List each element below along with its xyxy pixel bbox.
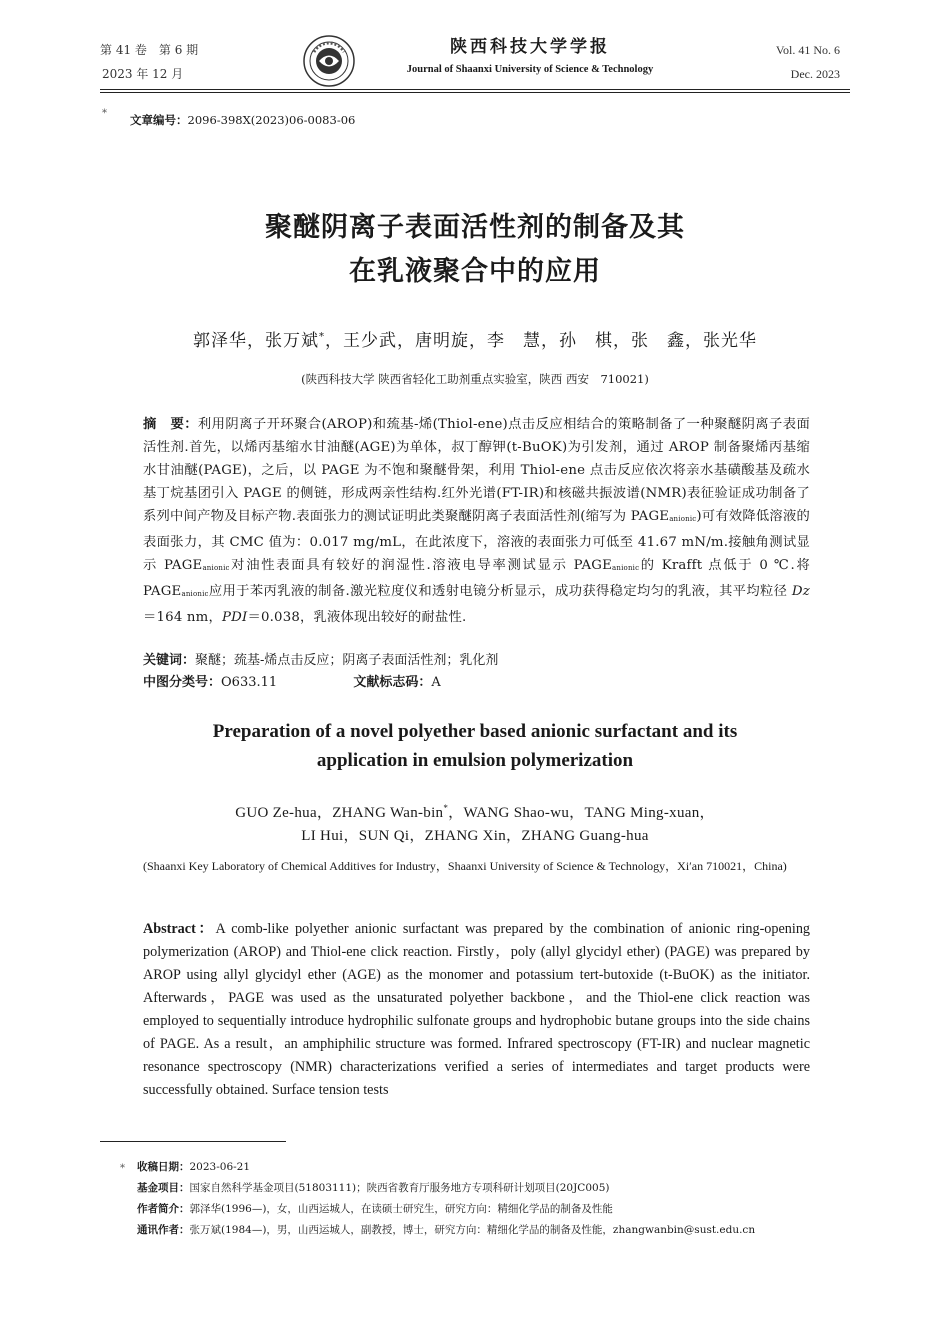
paper-title-en [100, 717, 850, 775]
header-rule-thin [100, 92, 850, 93]
abstract-cn-text-3: 对油性表面具有较好的润湿性.溶液电导率测试显示 PAGE [229, 558, 613, 573]
abstract-cn-pdi: PDI [221, 610, 248, 625]
clc-label: 中图分类号： [143, 675, 222, 690]
abstract-cn-dz: Dz [791, 584, 810, 599]
authors-en-line-2: LI Hui，SUN Qi，ZHANG Xin，ZHANG Guang-hua [301, 828, 649, 844]
abstract-cn-sub-4: anionic [181, 590, 209, 598]
journal-masthead [380, 36, 680, 82]
running-header-right [776, 38, 840, 86]
title-cn-line-2: 在乳液聚合中的应用 [349, 256, 601, 287]
keywords-cn [143, 650, 810, 672]
authors-cn [100, 326, 850, 351]
title-en-line-2: application in emulsion polymerization [316, 750, 634, 771]
date-cn: 2023 年 12 月 [102, 67, 184, 81]
volume-issue-en: Vol. 41 No. 6 [775, 43, 840, 57]
corresponding-author-marker: * [319, 331, 325, 343]
journal-name-en: Journal of Shaanxi University of Science & Technology [406, 64, 654, 75]
footnote-fund [137, 1178, 827, 1199]
abstract-cn-sub-1: anionic [669, 515, 697, 523]
running-header-left [100, 38, 198, 86]
abstract-cn [143, 413, 810, 629]
authors-en-line-1a: GUO Ze-hua，ZHANG Wan-bin [235, 805, 444, 821]
abstract-cn-text-7: ＝0.038，乳液体现出较好的耐盐性. [247, 610, 467, 625]
fund-value: 国家自然科学基金项目(51803111)；陕西省教育厅服务地方专项科研计划项目(20JC005) [189, 1182, 610, 1194]
article-number-value: 2096-398X(2023)06-0083-06 [187, 113, 356, 127]
corresponding-label: 通讯作者： [137, 1224, 190, 1236]
article-no-marker: * [102, 108, 107, 119]
received-label: 收稿日期： [137, 1161, 190, 1173]
footnote-marker: * [120, 1163, 125, 1174]
article-number [130, 112, 355, 128]
title-en-line-1: Preparation of a novel polyether based anionic surfactant and its [212, 721, 738, 742]
affiliation-en: (Shaanxi Key Laboratory of Chemical Additives for Industry，Shaanxi University of Science & Technology，Xi′an 710021，China) [143, 859, 787, 873]
paper-title-cn [100, 206, 850, 294]
authors-cn-part-1: 郭泽华，张万斌 [193, 331, 319, 351]
abstract-cn-label: 摘 要： [143, 417, 198, 432]
abstract-cn-text-4: 的 Krafft 点低于 0 ℃.将 PAGE [143, 558, 810, 599]
abstract-en-text: A comb-like polyether anionic surfactant was prepared by the combination of anionic ring-opening polymerization (AROP) and Thiol-ene click reaction. Firstly，poly (allyl glycidyl ether) (PAGE) was prepared by AROP using allyl glycidyl ether (AGE) as the monomer and potassium tert-butoxide (t-BuOK) as the initiator. Afterwards，PAGE was used as the unsaturated polyether backbone，and the Thiol-ene click reaction was employed to sequentially introduce hydrophilic sulfonate groups and hydrophobic butane groups into the side chains of PAGE. As a result，an amphiphilic structure was formed. Infrared spectroscopy (FT-IR) and nuclear magnetic resonance spectroscopy (NMR) characterizations verified a series of intermediates and target products were successfully obtained. Surface tension tests [143, 921, 811, 1098]
authors-en-corr-marker: * [443, 803, 449, 813]
authors-en-line-1 [100, 797, 850, 825]
clc-value: O633.11 [221, 675, 278, 690]
header-rule-thick [100, 89, 850, 90]
abstract-cn-text-1: 利用阴离子开环聚合(AROP)和巯基-烯(Thiol-ene)点击反应相结合的策略制备了一种聚醚阴离子表面活性剂.首先，以烯丙基缩水甘油醚(AGE)为单体，叔丁醇钾(t-BuOK)为引发剂，通过 AROP 制备聚烯丙基缩水甘油醚(PAGE)，之后，以 PAGE 为不饱和聚醚骨架，利用 Thiol-ene 点击反应依次将亲水基磺酸基及疏水基丁烷基团引入 PAGE 的侧链，形成两亲性结构.红外光谱(FT-IR)和核磁共振波谱(NMR)表征验证成功制备了系列中间产物及目标产物.表面张力的测试证明此类聚醚阴离子表面活性剂(缩写为 PAGE [143, 417, 810, 524]
abstract-cn-text-2: )可有效降低溶液的表面张力，其 CMC 值为：0.017 mg/mL，在此浓度下，溶液的表面张力可低至 41.67 mN/m.接触角测试显示 PAGE [143, 509, 810, 573]
footnote-received [137, 1157, 827, 1178]
footnote-author [137, 1199, 827, 1220]
classification-line [143, 672, 810, 694]
doc-code-value: A [431, 675, 441, 690]
corresponding-value: 张万斌(1984—)，男，山西运城人，副教授，博士，研究方向：精细化学品的制备及性能，zhangwanbin@sust.edu.cn [189, 1224, 756, 1236]
journal-name-cn: 陕西科技大学学报 [450, 37, 610, 57]
article-number-label: 文章编号： [130, 113, 188, 127]
author-bio-value: 郭泽华(1996—)，女，山西运城人，在读硕士研究生，研究方向：精细化学品的制备及性能 [189, 1203, 613, 1215]
footnote-rule [100, 1141, 286, 1142]
abstract-cn-sub-3: anionic [612, 564, 640, 572]
volume-issue-cn: 第 41 卷 第 6 期 [100, 43, 199, 57]
authors-en [100, 797, 850, 848]
abstract-cn-text-6: ＝164 nm， [143, 610, 222, 625]
affiliation-cn: (陕西科技大学 陕西省轻化工助剂重点实验室，陕西 西安 710021) [301, 372, 649, 386]
footnotes [137, 1157, 827, 1241]
fund-label: 基金项目： [137, 1182, 190, 1194]
university-logo [302, 34, 356, 88]
authors-en-line-1b: ，WANG Shao-wu，TANG Ming-xuan， [448, 805, 715, 821]
footnote-corresponding [137, 1220, 827, 1241]
abstract-en [143, 918, 810, 1102]
abstract-cn-text-5: 应用于苯丙乳液的制备.激光粒度仪和透射电镜分析显示，成功获得稳定均匀的乳液，其平均粒径 [208, 584, 792, 599]
abstract-cn-sub-2: anionic [202, 564, 230, 572]
date-en: Dec. 2023 [790, 67, 840, 81]
keywords-cn-value: 聚醚；巯基-烯点击反应；阴离子表面活性剂；乳化剂 [195, 653, 499, 668]
keywords-cn-label: 关键词： [143, 653, 196, 668]
title-cn-line-1: 聚醚阴离子表面活性剂的制备及其 [265, 212, 685, 243]
authors-cn-part-2: ，王少武，唐明旋，李 慧，孙 棋，张 鑫，张光华 [325, 331, 757, 351]
received-value: 2023-06-21 [189, 1161, 251, 1173]
abstract-en-label: Abstract： [143, 921, 216, 937]
doc-code-label: 文献标志码： [353, 675, 432, 690]
author-bio-label: 作者简介： [137, 1203, 190, 1215]
